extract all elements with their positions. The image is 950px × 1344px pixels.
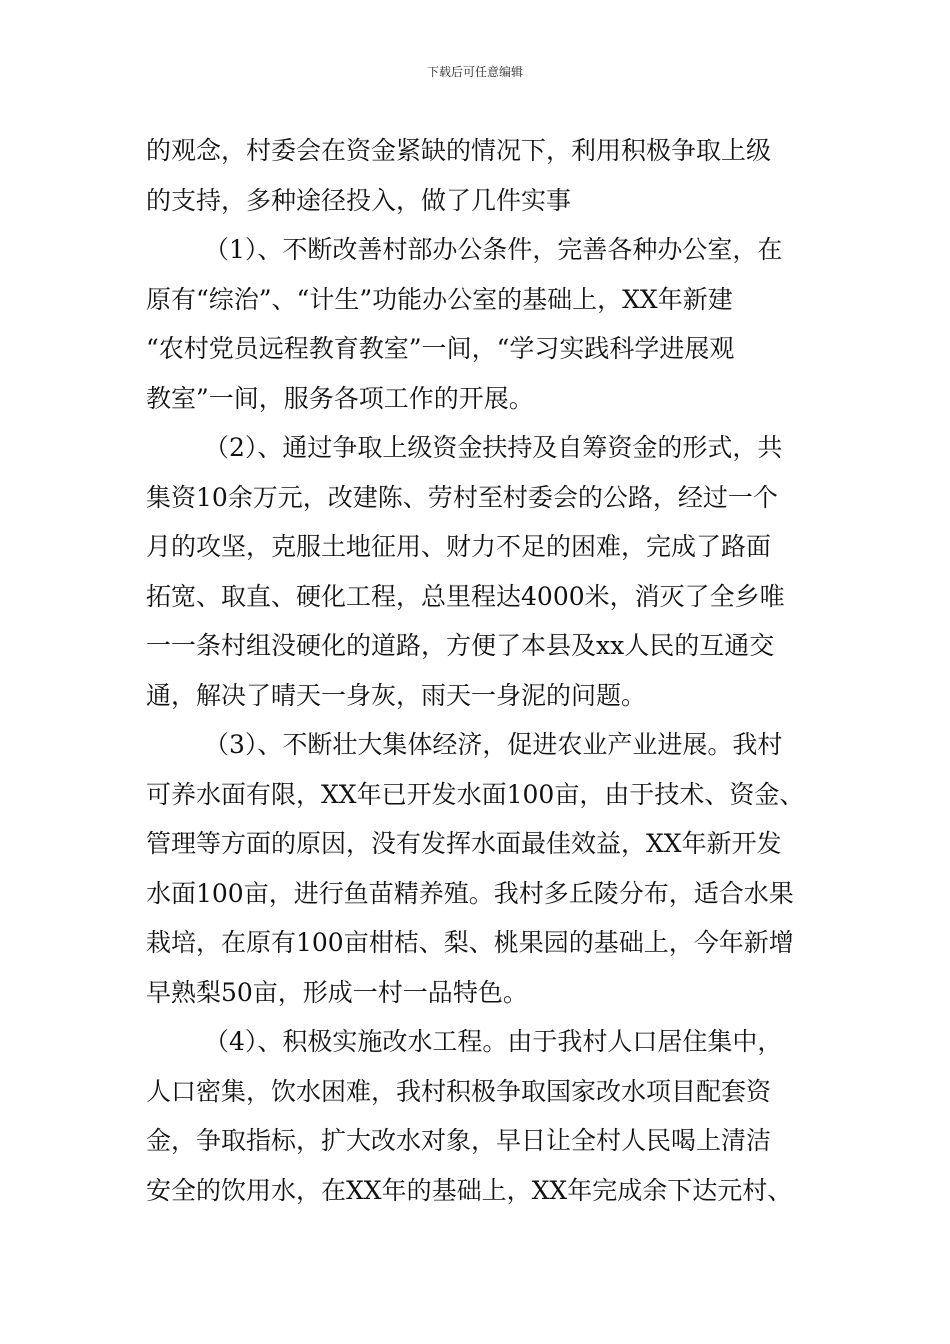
paragraph-start-line: （1）、不断改善村部办公条件，完善各种办公室，在: [204, 235, 783, 264]
paragraph-start-line: （4）、积极实施改水工程。由于我村人口居住集中，: [204, 1027, 783, 1056]
text-line: 的支持，多种途径投入，做了几件实事: [146, 185, 572, 215]
text-line: 管理等方面的原因，没有发挥水面最佳效益，XX年新开发: [146, 829, 782, 858]
text-line: 一一条村组没硬化的道路，方便了本县及xx人民的互通交: [146, 631, 775, 660]
page-header: 下载后可任意编辑: [426, 65, 523, 79]
text-line: 的观念，村委会在资金紧缺的情况下，利用积极争取上级: [146, 136, 772, 165]
text-line: 安全的饮用水，在XX年的基础上，XX年完成余下达元村、: [146, 1175, 793, 1205]
text-line: 栽培，在原有100亩柑桔、梨、桃果园的基础上，今年新增: [146, 928, 794, 957]
text-line: 人口密集，饮水困难，我村积极争取国家改水项目配套资: [146, 1076, 772, 1106]
text-line: “农村党员远程教育教室”一间，“学习实践科学进展观: [146, 334, 735, 363]
text-line: 水面100亩，进行鱼苗精养殖。我村多丘陵分布，适合水果: [146, 878, 794, 908]
document-body: [146, 126, 838, 1215]
text-line: 通，解决了晴天一身灰，雨天一身泥的问题。: [146, 680, 647, 710]
text-line: 可养水面有限，XX年已开发水面100亩，由于技术、资金、: [146, 779, 805, 809]
text-line: 月的攻坚，克服土地征用、财力不足的困难，完成了路面: [146, 532, 772, 561]
paragraph-start-line: （2）、通过争取上级资金扶持及自筹资金的形式，共: [204, 433, 783, 462]
text-line: 拓宽、取直、硬化工程，总里程达4000米，消灭了全乡唯: [146, 581, 785, 611]
text-line: 教室”一间，服务各项工作的开展。: [146, 383, 534, 413]
text-line: 原有“综治”、“计生”功能办公室的基础上，XX年新建: [146, 284, 733, 314]
paragraph-start-line: （3）、不断壮大集体经济，促进农业产业进展。我村: [204, 730, 783, 759]
text-line: 集资10余万元，改建陈、劳村至村委会的公路，经过一个: [146, 482, 778, 512]
text-line: 早熟梨50亩，形成一村一品特色。: [146, 977, 528, 1007]
text-line: 金，争取指标，扩大改水对象，早日让全村人民喝上清洁: [146, 1126, 772, 1155]
